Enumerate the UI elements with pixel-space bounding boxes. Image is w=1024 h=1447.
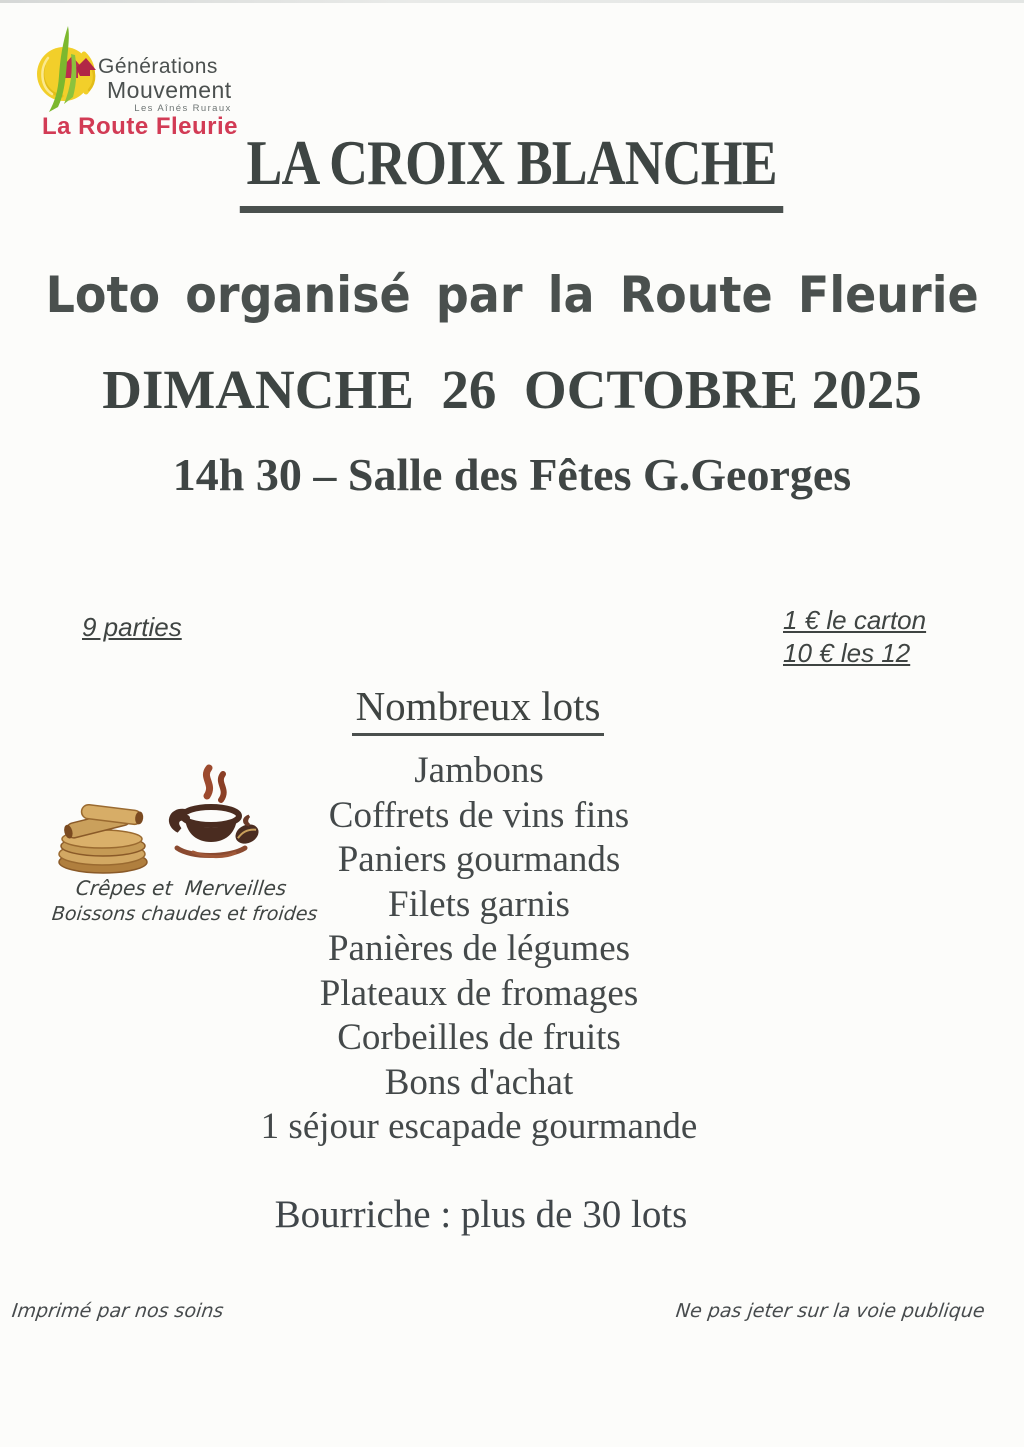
event-time-place: 14h 30 – Salle des Fêtes G.Georges [172,449,852,500]
parties-count: 9 parties [82,612,182,642]
lot-item: Paniers gourmands [337,839,621,880]
lots-heading-wrap [0,682,956,736]
event-date: DIMANCHE 26 OCTOBRE 2025 [102,359,922,420]
refreshments-caption-1: Crêpes et Merveilles [74,876,288,900]
lot-item: Bons d'achat [384,1061,574,1103]
lot-item: 1 séjour escapade gourmande [260,1106,698,1147]
logo-org-line1: Générations [98,55,218,78]
refreshments-caption-2: Boissons chaudes et froides [50,903,319,925]
price-dozen: 10 € les 12 [783,638,911,668]
organizer-line-wrap [0,266,1024,324]
scan-edge [0,0,1024,3]
logo-org-subtitle: Les Aînés Ruraux [134,103,232,115]
lots-heading: Nombreux lots [352,682,605,736]
lot-item: Filets garnis [388,883,570,925]
organizer-line: Loto organisé par la Route Fleurie [45,266,979,324]
price-carton: 1 € le carton [783,605,927,635]
logo-wordmark [98,56,232,114]
lot-item: Corbeilles de fruits [337,1017,621,1058]
logo-org-line2: Mouvement [107,77,232,104]
bourriche-line: Bourriche : plus de 30 lots [274,1193,688,1236]
lot-item: Jambons [414,750,544,791]
lot-item: Panières de légumes [327,928,631,969]
coffee-cup-icon [163,764,263,868]
lot-item: Coffrets de vins fins [328,794,630,836]
generations-mouvement-logo-icon [34,24,106,116]
page-title: LA CROIX BLANCHE [240,126,784,213]
club-name: La Route Fleurie [42,113,239,140]
footer-litter-note: Ne pas jeter sur la voie publique [674,1300,987,1322]
footer-printed-note: Imprimé par nos soins [10,1300,225,1322]
crepes-icon [55,792,159,876]
title-wrap [0,126,1024,213]
price-list [783,604,926,670]
lot-item: Plateaux de fromages [319,972,639,1014]
